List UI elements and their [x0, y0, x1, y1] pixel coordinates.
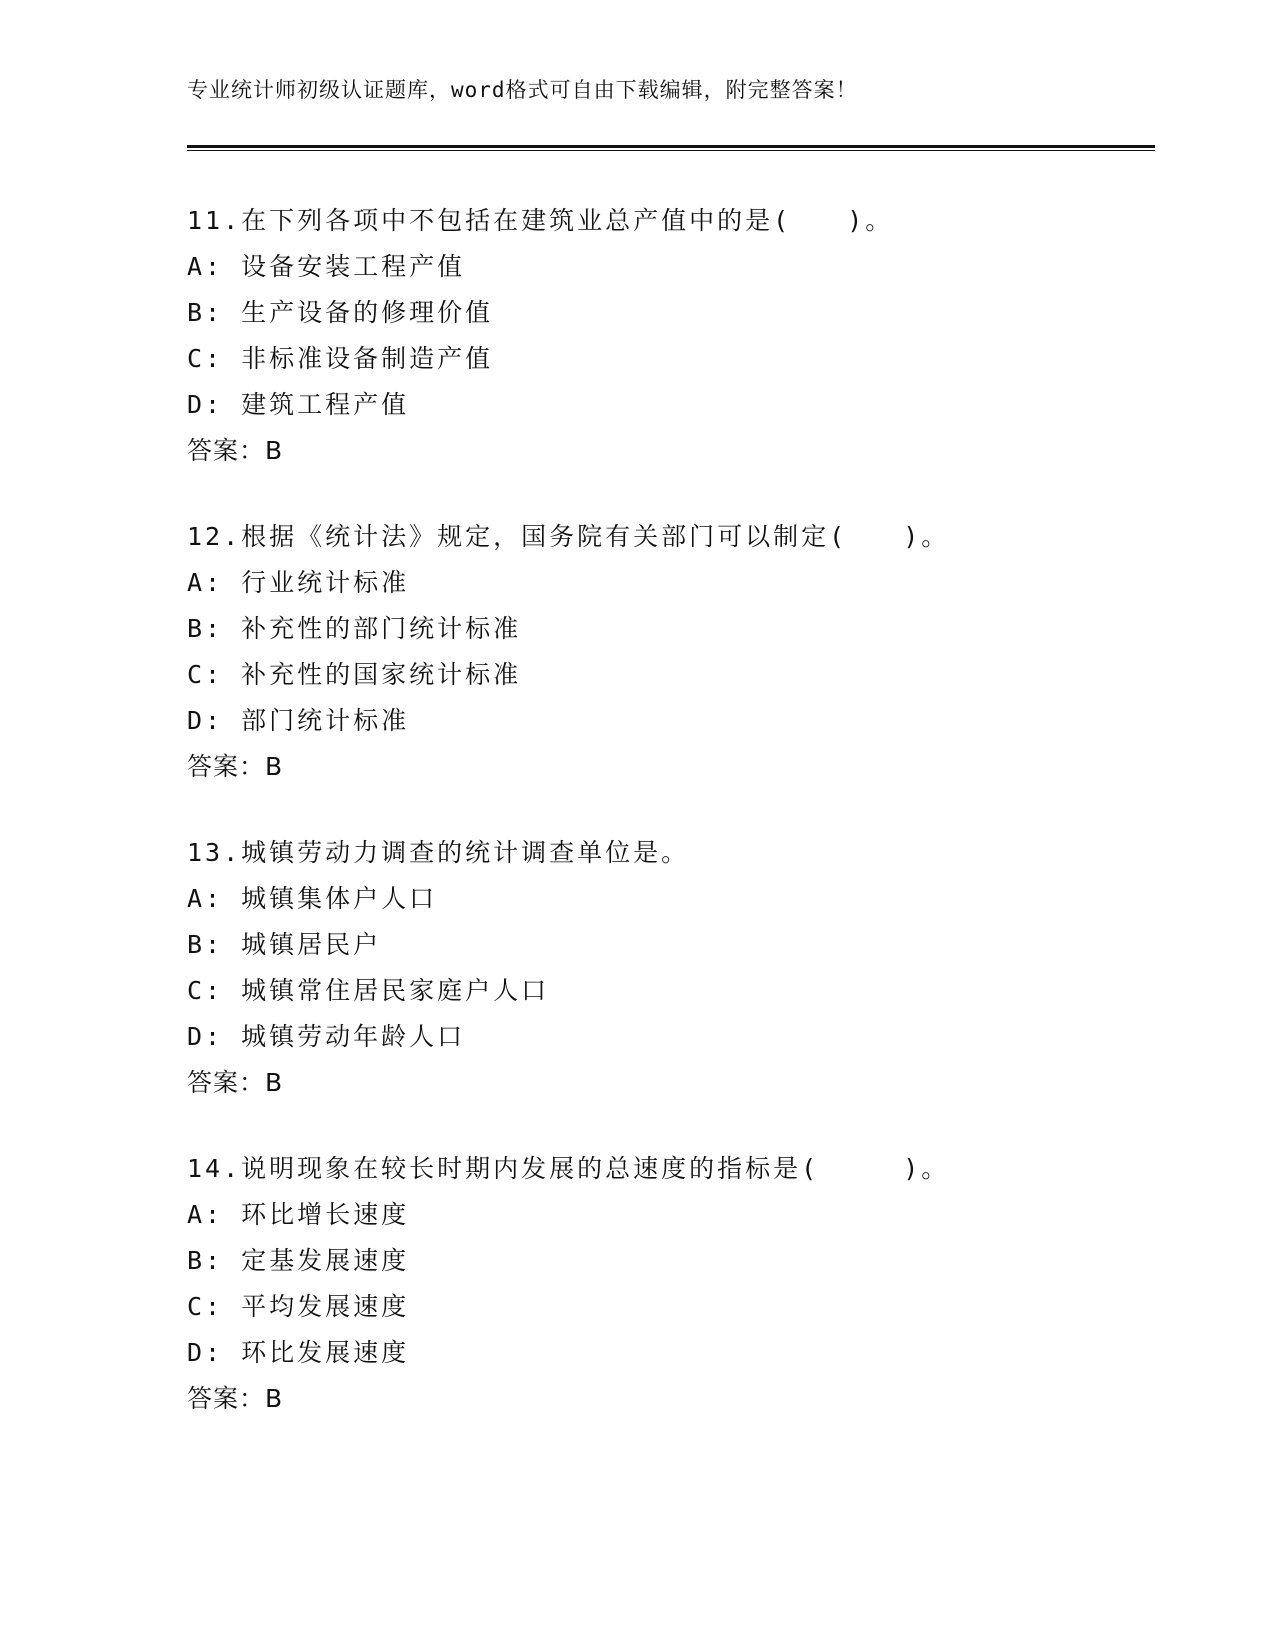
option-d: D: 环比发展速度: [187, 1338, 410, 1367]
question-stem: 12.根据《统计法》规定，国务院有关部门可以制定( )。: [187, 522, 950, 551]
answer: 答案：B: [187, 1384, 284, 1413]
option-a: A: 设备安装工程产值: [187, 252, 466, 281]
option-d: D: 城镇劳动年龄人口: [187, 1022, 466, 1051]
question-14: [187, 1146, 1155, 1422]
page-header: 专业统计师初级认证题库，word格式可自由下载编辑，附完整答案！: [187, 78, 858, 102]
question-stem: 14.说明现象在较长时期内发展的总速度的指标是( )。: [187, 1154, 950, 1183]
option-b: B: 城镇居民户: [187, 930, 382, 959]
answer: 答案：B: [187, 752, 284, 781]
option-a: A: 环比增长速度: [187, 1200, 410, 1229]
option-b: B: 补充性的部门统计标准: [187, 614, 522, 643]
option-b: B: 生产设备的修理价值: [187, 298, 494, 327]
option-c: C: 平均发展速度: [187, 1292, 410, 1321]
question-11: [187, 198, 1155, 474]
option-c: C: 城镇常住居民家庭户人口: [187, 976, 550, 1005]
question-12: [187, 514, 1155, 790]
question-stem: 11.在下列各项中不包括在建筑业总产值中的是( )。: [187, 206, 894, 235]
option-c: C: 补充性的国家统计标准: [187, 660, 522, 689]
answer: 答案：B: [187, 436, 284, 465]
question-stem: 13.城镇劳动力调查的统计调查单位是。: [187, 838, 690, 867]
question-13: [187, 830, 1155, 1106]
option-d: D: 建筑工程产值: [187, 390, 410, 419]
option-b: B: 定基发展速度: [187, 1246, 410, 1275]
option-a: A: 行业统计标准: [187, 568, 410, 597]
answer: 答案：B: [187, 1068, 284, 1097]
header-rule-thin: [187, 150, 1155, 151]
option-d: D: 部门统计标准: [187, 706, 410, 735]
option-a: A: 城镇集体户人口: [187, 884, 438, 913]
option-c: C: 非标准设备制造产值: [187, 344, 494, 373]
header-rule-thick: [187, 145, 1155, 148]
